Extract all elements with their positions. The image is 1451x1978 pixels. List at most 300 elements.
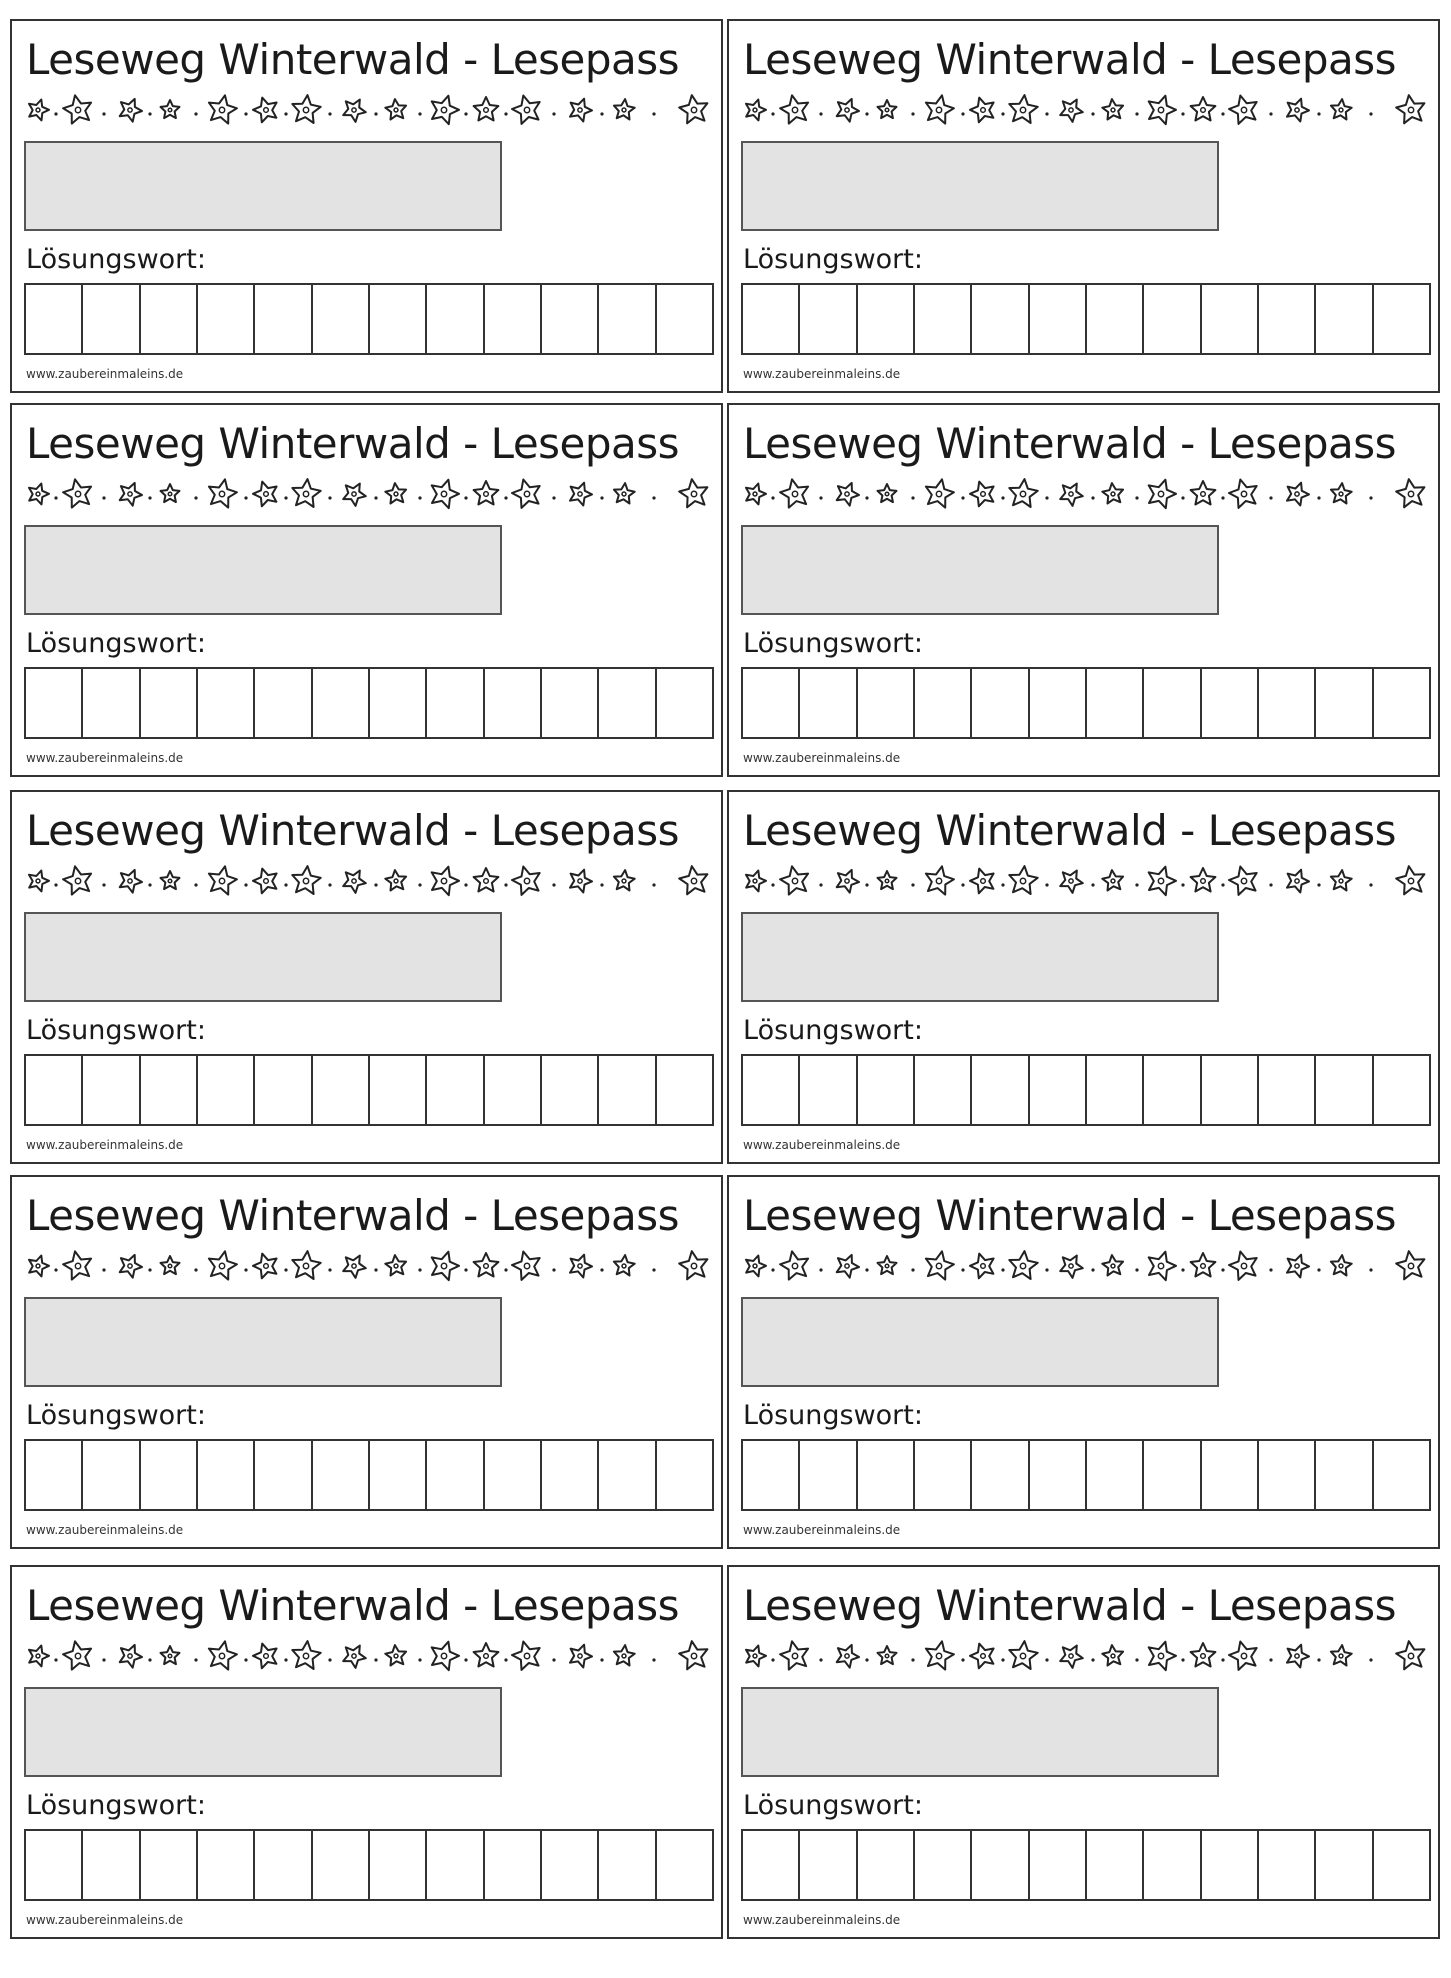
star-flower-icon [780, 95, 808, 123]
letter-cell[interactable] [255, 669, 312, 737]
star-center-icon [303, 1653, 308, 1658]
sparkle-dot-icon [504, 496, 507, 499]
letter-cell[interactable] [26, 285, 83, 353]
letter-cell[interactable] [1374, 285, 1429, 353]
letter-cell[interactable] [141, 285, 198, 353]
letter-cell[interactable] [599, 669, 656, 737]
letter-cell[interactable] [858, 285, 915, 353]
letter-cell[interactable] [972, 1441, 1029, 1509]
star-center-icon [1295, 879, 1299, 883]
star-center-icon [885, 492, 889, 496]
letter-cell[interactable] [313, 669, 370, 737]
letter-cell[interactable] [858, 1056, 915, 1124]
sparkle-dot-icon [552, 1658, 555, 1661]
star-border-decoration [24, 91, 714, 129]
star-center-icon [1295, 108, 1299, 112]
letter-cell[interactable] [542, 285, 599, 353]
sparkle-dot-icon [1369, 1268, 1372, 1271]
star-flower-icon [926, 95, 954, 123]
sparkle-dot-icon [148, 112, 151, 115]
letter-cell[interactable] [1259, 285, 1316, 353]
letter-cell[interactable] [83, 1056, 140, 1124]
sparkle-dot-icon [194, 112, 197, 115]
sparkle-dot-icon [504, 1268, 507, 1271]
sparkle-dot-icon [244, 883, 247, 886]
letter-cell[interactable] [26, 1831, 83, 1899]
letter-cell[interactable] [141, 1056, 198, 1124]
star-flower-icon [1331, 483, 1352, 503]
letter-cell[interactable] [141, 1441, 198, 1509]
card-title: Leseweg Winterwald - Lesepass [26, 806, 680, 855]
star-center-icon [1069, 1654, 1073, 1658]
answer-label: Lösungswort: [743, 1790, 923, 1821]
sparkle-dot-icon [819, 112, 822, 115]
star-center-icon [1111, 108, 1115, 112]
card-title: Leseweg Winterwald - Lesepass [743, 1581, 1397, 1630]
sparkle-dot-icon [1221, 883, 1224, 886]
letter-cell[interactable] [657, 1441, 712, 1509]
letter-cell[interactable] [427, 1056, 484, 1124]
letter-cell[interactable] [485, 1056, 542, 1124]
sparkle-dot-icon [1269, 1658, 1272, 1661]
letter-cell[interactable] [83, 669, 140, 737]
star-flower-icon [878, 484, 897, 502]
letter-cell[interactable] [1087, 1056, 1144, 1124]
star-center-icon [303, 1263, 308, 1268]
letter-cell[interactable] [83, 285, 140, 353]
sparkle-dot-icon [1001, 1268, 1004, 1271]
star-center-icon [792, 491, 797, 496]
star-center-icon [691, 1653, 696, 1658]
star-flower-icon [1229, 1252, 1257, 1280]
star-center-icon [622, 1264, 626, 1268]
stamp-box[interactable] [24, 912, 502, 1002]
letter-cell[interactable] [485, 1441, 542, 1509]
letter-cell[interactable] [657, 669, 712, 737]
letter-cell[interactable] [657, 1056, 712, 1124]
sparkle-dot-icon [418, 1268, 421, 1271]
letter-cell[interactable] [83, 1831, 140, 1899]
card-title: Leseweg Winterwald - Lesepass [743, 35, 1397, 84]
letter-cell[interactable] [972, 1831, 1029, 1899]
star-center-icon [36, 1264, 40, 1268]
stamp-box[interactable] [741, 525, 1219, 615]
sparkle-dot-icon [1135, 1268, 1138, 1271]
letter-cell[interactable] [313, 1831, 370, 1899]
letter-cell[interactable] [485, 669, 542, 737]
letter-cell[interactable] [198, 1441, 255, 1509]
letter-cell[interactable] [1316, 669, 1373, 737]
letter-cell[interactable] [1316, 285, 1373, 353]
star-center-icon [219, 491, 224, 496]
star-center-icon [1201, 1264, 1206, 1269]
star-flower-icon [385, 1645, 406, 1665]
star-center-icon [1020, 1653, 1025, 1658]
letter-cell[interactable] [1374, 1441, 1429, 1509]
star-flower-icon [837, 870, 859, 893]
star-center-icon [1241, 107, 1246, 112]
star-center-icon [1201, 492, 1206, 497]
letter-cell[interactable] [1259, 669, 1316, 737]
letter-cell[interactable] [542, 1831, 599, 1899]
star-center-icon [622, 1654, 626, 1658]
letter-cell[interactable] [427, 285, 484, 353]
star-flower-icon [29, 1646, 49, 1667]
sparkle-dot-icon [328, 496, 331, 499]
letter-cell[interactable] [1030, 669, 1087, 737]
letter-cell[interactable] [370, 669, 427, 737]
star-flower-icon [385, 483, 406, 503]
letter-cell[interactable] [800, 285, 857, 353]
lesepass-card [727, 19, 1440, 393]
letter-cell[interactable] [972, 1056, 1029, 1124]
star-border-decoration [24, 475, 714, 513]
star-center-icon [1111, 1654, 1115, 1658]
sparkle-dot-icon [1045, 112, 1048, 115]
website-footer: www.zaubereinmaleins.de [26, 751, 184, 765]
answer-label: Lösungswort: [26, 1790, 206, 1821]
letter-cell[interactable] [1374, 1056, 1429, 1124]
star-center-icon [1295, 492, 1299, 496]
answer-label: Lösungswort: [743, 1015, 923, 1046]
sparkle-dot-icon [1001, 1658, 1004, 1661]
letter-cell[interactable] [1259, 1831, 1316, 1899]
letter-cell[interactable] [915, 285, 972, 353]
letter-cell[interactable] [370, 1831, 427, 1899]
letter-cell[interactable] [657, 1831, 712, 1899]
letter-cell[interactable] [255, 285, 312, 353]
letter-cell[interactable] [1259, 1441, 1316, 1509]
sparkle-dot-icon [1317, 112, 1320, 115]
star-flower-icon [1149, 1252, 1176, 1281]
stamp-box[interactable] [24, 1687, 502, 1777]
star-center-icon [219, 1653, 224, 1658]
stamp-box[interactable] [24, 1297, 502, 1387]
letter-cell[interactable] [313, 1441, 370, 1509]
letter-cell[interactable] [1030, 1441, 1087, 1509]
letter-cell[interactable] [743, 1831, 800, 1899]
sparkle-dot-icon [1369, 496, 1372, 499]
sparkle-dot-icon [284, 883, 287, 886]
star-flower-icon [878, 1256, 897, 1274]
letter-cell[interactable] [1144, 669, 1201, 737]
letter-cell[interactable] [1087, 669, 1144, 737]
star-flower-icon [1229, 1642, 1257, 1670]
letter-cell[interactable] [198, 1056, 255, 1124]
star-flower-icon [432, 480, 459, 509]
sparkle-dot-icon [911, 883, 914, 886]
sparkle-dot-icon [102, 1268, 105, 1271]
sparkle-dot-icon [600, 496, 603, 499]
star-center-icon [691, 1263, 696, 1268]
sparkle-dot-icon [961, 112, 964, 115]
sparkle-dot-icon [1269, 496, 1272, 499]
letter-cell[interactable] [427, 669, 484, 737]
stamp-box[interactable] [24, 141, 502, 231]
letter-cell[interactable] [542, 669, 599, 737]
website-footer: www.zaubereinmaleins.de [743, 751, 901, 765]
sparkle-dot-icon [374, 1268, 377, 1271]
letter-cell[interactable] [800, 1441, 857, 1509]
letter-cell[interactable] [972, 669, 1029, 737]
star-center-icon [1069, 108, 1073, 112]
letter-cell[interactable] [1087, 1831, 1144, 1899]
star-flower-icon [746, 100, 766, 121]
star-flower-icon [253, 1254, 277, 1279]
star-center-icon [845, 879, 849, 883]
letter-cell[interactable] [599, 285, 656, 353]
stamp-box[interactable] [741, 1687, 1219, 1777]
letter-cell[interactable] [1144, 1056, 1201, 1124]
sparkle-dot-icon [1317, 1658, 1320, 1661]
star-center-icon [303, 491, 308, 496]
website-footer: www.zaubereinmaleins.de [26, 367, 184, 381]
letter-cell[interactable] [83, 1441, 140, 1509]
star-border-decoration [741, 862, 1431, 900]
letter-cell[interactable] [198, 1831, 255, 1899]
star-flower-icon [512, 1642, 540, 1670]
sparkle-dot-icon [1181, 496, 1184, 499]
star-flower-icon [1331, 1255, 1352, 1275]
star-center-icon [885, 108, 889, 112]
star-flower-icon [253, 1644, 277, 1669]
letter-cell[interactable] [26, 669, 83, 737]
sparkle-dot-icon [1045, 883, 1048, 886]
letter-cell[interactable] [1374, 1831, 1429, 1899]
letter-cell[interactable] [1316, 1831, 1373, 1899]
letter-cell[interactable] [1202, 669, 1259, 737]
letter-cell[interactable] [485, 285, 542, 353]
star-flower-icon [1009, 866, 1037, 894]
letter-cell[interactable] [255, 1831, 312, 1899]
star-flower-icon [1191, 1643, 1216, 1667]
stamp-box[interactable] [741, 912, 1219, 1002]
star-border-decoration [741, 475, 1431, 513]
sparkle-dot-icon [504, 112, 507, 115]
letter-cell[interactable] [1030, 1831, 1087, 1899]
star-flower-icon [1009, 1641, 1037, 1669]
letter-cell[interactable] [743, 285, 800, 353]
stamp-box[interactable] [24, 525, 502, 615]
letter-cell[interactable] [26, 1056, 83, 1124]
letter-cell[interactable] [858, 1831, 915, 1899]
letter-cell[interactable] [1087, 1441, 1144, 1509]
star-flower-icon [970, 98, 994, 123]
star-flower-icon [161, 871, 180, 889]
star-flower-icon [970, 869, 994, 894]
star-flower-icon [474, 97, 499, 121]
letter-cell[interactable] [972, 285, 1029, 353]
sparkle-dot-icon [911, 496, 914, 499]
star-border-decoration [24, 862, 714, 900]
letter-cell[interactable] [370, 1056, 427, 1124]
letter-cell[interactable] [1259, 1056, 1316, 1124]
letter-cell[interactable] [800, 1831, 857, 1899]
star-flower-icon [570, 870, 592, 893]
star-center-icon [524, 107, 529, 112]
star-center-icon [1408, 878, 1413, 883]
letter-cell[interactable] [1030, 285, 1087, 353]
star-center-icon [352, 1264, 356, 1268]
sparkle-dot-icon [284, 1268, 287, 1271]
star-center-icon [845, 492, 849, 496]
star-center-icon [264, 1264, 269, 1269]
stamp-box[interactable] [741, 141, 1219, 231]
star-flower-icon [253, 869, 277, 894]
letter-cell[interactable] [1202, 285, 1259, 353]
star-center-icon [484, 1654, 489, 1659]
letter-cell[interactable] [255, 1441, 312, 1509]
sparkle-dot-icon [652, 1268, 655, 1271]
star-flower-icon [1102, 483, 1123, 503]
sparkle-dot-icon [194, 883, 197, 886]
letter-cell[interactable] [542, 1441, 599, 1509]
letter-cell[interactable] [800, 669, 857, 737]
letter-cell[interactable] [599, 1831, 656, 1899]
star-flower-icon [63, 1641, 91, 1669]
star-flower-icon [343, 484, 366, 506]
star-flower-icon [780, 866, 808, 894]
sparkle-dot-icon [418, 883, 421, 886]
letter-cell[interactable] [1202, 1831, 1259, 1899]
letter-cell[interactable] [915, 669, 972, 737]
letter-cell[interactable] [427, 1831, 484, 1899]
letter-cell[interactable] [915, 1441, 972, 1509]
star-center-icon [1408, 1653, 1413, 1658]
letter-cell[interactable] [1202, 1441, 1259, 1509]
star-flower-icon [209, 479, 237, 507]
star-flower-icon [1060, 1646, 1083, 1668]
letter-cell[interactable] [255, 1056, 312, 1124]
star-center-icon [1339, 492, 1343, 496]
sparkle-dot-icon [374, 496, 377, 499]
letter-cell[interactable] [1316, 1056, 1373, 1124]
star-center-icon [981, 1654, 986, 1659]
star-center-icon [691, 491, 696, 496]
star-flower-icon [161, 1256, 180, 1274]
star-flower-icon [29, 100, 49, 121]
letter-cell[interactable] [26, 1441, 83, 1509]
star-flower-icon [1149, 867, 1176, 896]
letter-cell[interactable] [198, 285, 255, 353]
answer-label: Lösungswort: [26, 1400, 206, 1431]
star-border-decoration [741, 1247, 1431, 1285]
star-flower-icon [926, 1251, 954, 1279]
sparkle-dot-icon [600, 883, 603, 886]
star-flower-icon [512, 96, 540, 124]
answer-letter-grid [741, 283, 1431, 355]
letter-cell[interactable] [915, 1056, 972, 1124]
letter-cell[interactable] [743, 1056, 800, 1124]
sparkle-dot-icon [328, 883, 331, 886]
letter-cell[interactable] [915, 1831, 972, 1899]
answer-letter-grid [24, 1054, 714, 1126]
star-flower-icon [1331, 99, 1352, 119]
star-flower-icon [1191, 97, 1216, 121]
star-border-decoration [24, 1637, 714, 1675]
letter-cell[interactable] [370, 285, 427, 353]
letter-cell[interactable] [1144, 1441, 1201, 1509]
sparkle-dot-icon [1221, 1268, 1224, 1271]
sparkle-dot-icon [552, 112, 555, 115]
sparkle-dot-icon [54, 883, 57, 886]
star-flower-icon [878, 100, 897, 118]
star-center-icon [578, 108, 582, 112]
star-center-icon [578, 492, 582, 496]
card-title: Leseweg Winterwald - Lesepass [26, 1191, 680, 1240]
letter-cell[interactable] [858, 1441, 915, 1509]
star-flower-icon [343, 871, 366, 893]
letter-cell[interactable] [743, 1441, 800, 1509]
letter-cell[interactable] [370, 1441, 427, 1509]
letter-cell[interactable] [1144, 285, 1201, 353]
letter-cell[interactable] [800, 1056, 857, 1124]
letter-cell[interactable] [313, 1056, 370, 1124]
star-center-icon [1069, 492, 1073, 496]
sparkle-dot-icon [504, 883, 507, 886]
star-flower-icon [432, 1642, 459, 1671]
star-flower-icon [1009, 1251, 1037, 1279]
letter-cell[interactable] [1374, 669, 1429, 737]
letter-cell[interactable] [427, 1441, 484, 1509]
sparkle-dot-icon [1001, 112, 1004, 115]
letter-cell[interactable] [599, 1056, 656, 1124]
letter-cell[interactable] [313, 285, 370, 353]
star-center-icon [394, 108, 398, 112]
letter-cell[interactable] [542, 1056, 599, 1124]
answer-label: Lösungswort: [743, 1400, 923, 1431]
star-center-icon [753, 108, 757, 112]
sparkle-dot-icon [819, 883, 822, 886]
letter-cell[interactable] [1087, 285, 1144, 353]
star-flower-icon [1229, 480, 1257, 508]
star-flower-icon [878, 1646, 897, 1664]
letter-cell[interactable] [657, 285, 712, 353]
star-flower-icon [1191, 868, 1216, 892]
sparkle-dot-icon [1269, 112, 1272, 115]
star-flower-icon [780, 1641, 808, 1669]
letter-cell[interactable] [1316, 1441, 1373, 1509]
star-center-icon [484, 879, 489, 884]
star-border-decoration [24, 1247, 714, 1285]
sparkle-dot-icon [464, 496, 467, 499]
star-flower-icon [29, 871, 49, 892]
letter-cell[interactable] [743, 669, 800, 737]
star-center-icon [1241, 1263, 1246, 1268]
letter-cell[interactable] [141, 669, 198, 737]
sparkle-dot-icon [1045, 496, 1048, 499]
star-flower-icon [512, 1252, 540, 1280]
star-flower-icon [1149, 1642, 1176, 1671]
letter-cell[interactable] [858, 669, 915, 737]
star-flower-icon [1396, 479, 1424, 507]
letter-cell[interactable] [198, 669, 255, 737]
star-center-icon [1069, 1264, 1073, 1268]
sparkle-dot-icon [418, 496, 421, 499]
star-center-icon [981, 108, 986, 113]
sparkle-dot-icon [418, 112, 421, 115]
letter-cell[interactable] [1030, 1056, 1087, 1124]
letter-cell[interactable] [141, 1831, 198, 1899]
star-center-icon [1339, 1654, 1343, 1658]
star-flower-icon [926, 1641, 954, 1669]
letter-cell[interactable] [1202, 1056, 1259, 1124]
letter-cell[interactable] [1144, 1831, 1201, 1899]
letter-cell[interactable] [485, 1831, 542, 1899]
star-flower-icon [161, 484, 180, 502]
stamp-box[interactable] [741, 1297, 1219, 1387]
letter-cell[interactable] [599, 1441, 656, 1509]
